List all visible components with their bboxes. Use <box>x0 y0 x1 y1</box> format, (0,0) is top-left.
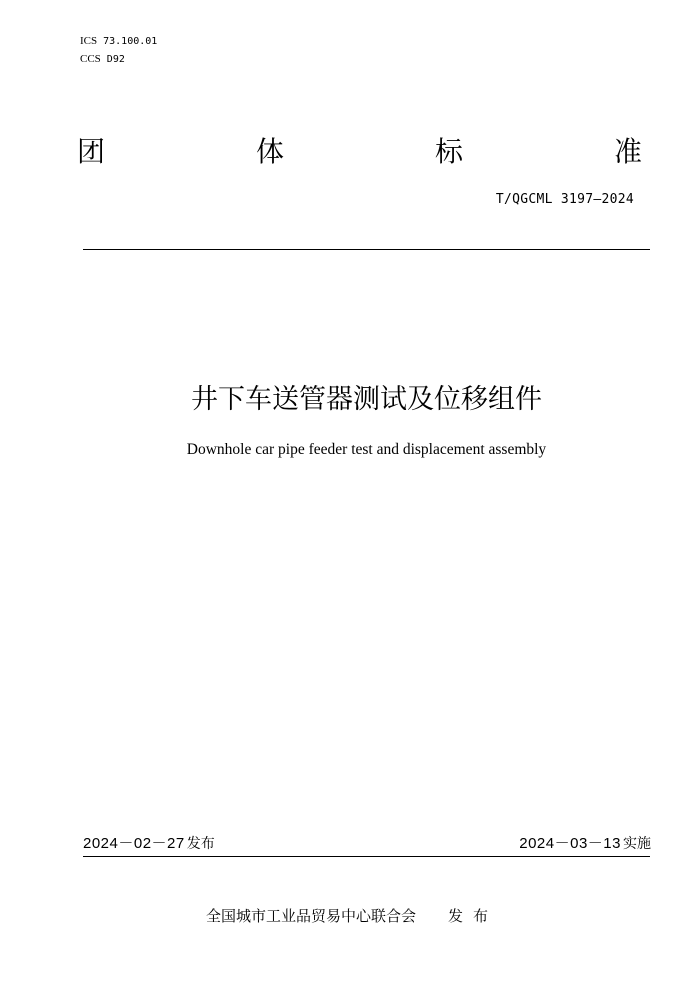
ccs-code <box>80 53 125 65</box>
ics-label: ICS <box>80 35 98 47</box>
implement-date: 2024－03－13 <box>519 835 621 852</box>
header-char-3: 标 <box>435 135 464 168</box>
release-date: 2024－02－27 <box>83 835 185 852</box>
release-label: 发布 <box>186 836 215 852</box>
issuer-name: 全国城市工业品贸易中心联合会 <box>206 907 417 925</box>
implement-date-line <box>519 835 651 853</box>
title-chinese: 井下车送管器测试及位移组件 <box>191 384 542 415</box>
footer-divider <box>83 856 650 857</box>
issuer-action: 发布 <box>448 907 499 925</box>
ics-value: 73.100.01 <box>103 36 158 47</box>
ccs-label: CCS <box>80 53 101 65</box>
release-date-line <box>83 835 215 853</box>
implement-label: 实施 <box>623 836 651 852</box>
standard-number: T/QGCML 3197—2024 <box>495 192 634 207</box>
header-char-1: 团 <box>77 135 106 168</box>
header-divider <box>83 249 650 250</box>
issuer-line <box>206 905 498 926</box>
header-char-2: 体 <box>256 135 285 168</box>
header-char-4: 准 <box>614 135 643 168</box>
ccs-value: D92 <box>106 54 125 65</box>
title-english: Downhole car pipe feeder test and displacement assembly <box>186 441 547 458</box>
ics-code <box>80 35 157 47</box>
